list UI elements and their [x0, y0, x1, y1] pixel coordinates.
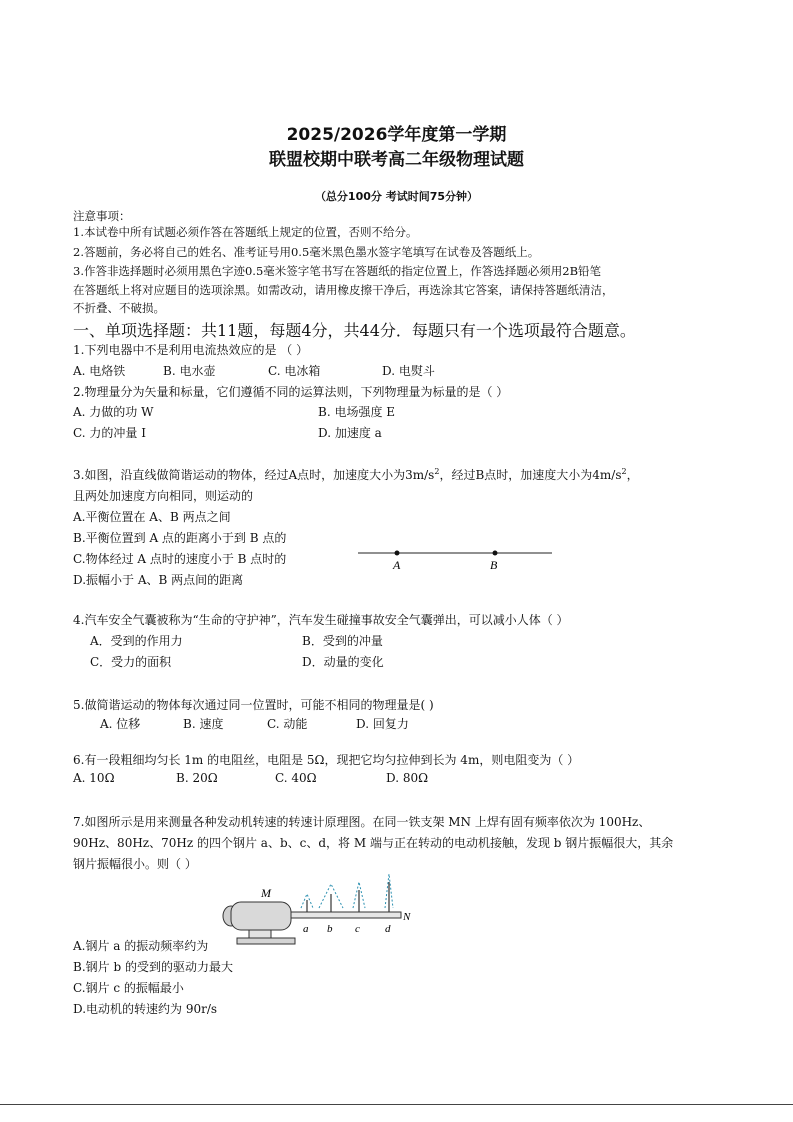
q4-option-a: A．受到的作用力 — [90, 634, 183, 648]
q1-option-b: B. 电水壶 — [163, 364, 216, 378]
q3-option-b: B.平衡位置到 A 点的距离小于到 B 点的 — [73, 531, 287, 545]
notice-item: 不折叠、不破损。 — [73, 301, 165, 315]
q4-option-c: C．受力的面积 — [90, 655, 172, 669]
q4-option-b: B．受到的冲量 — [302, 634, 383, 648]
label-c: c — [355, 923, 360, 935]
notice-heading: 注意事项： — [73, 209, 131, 223]
q7-option-b: B.钢片 b 的受到的驱动力最大 — [73, 960, 233, 974]
q5-option-d: D. 回复力 — [356, 717, 409, 731]
q7-stem-line: 钢片振幅很小。则（ ） — [73, 857, 197, 871]
q2-option-a: A. 力做的功 W — [73, 405, 154, 419]
q3-stem-part: ，经过B点时，加速度大小为4m/s — [439, 468, 622, 482]
motor-body — [231, 902, 291, 930]
q3-stem-line2: 且两处加速度方向相同，则运动的 — [73, 489, 254, 503]
label-d: d — [385, 923, 391, 935]
q1-option-d: D. 电熨斗 — [382, 364, 435, 378]
q6-option-c: C. 40Ω — [275, 771, 317, 785]
notice-item: 1.本试卷中所有试题必须作答在答题纸上规定的位置，否则不给分。 — [73, 225, 418, 239]
q3-superscript: 2 — [434, 467, 440, 476]
q7-tachometer-figure — [215, 872, 420, 950]
q3-figure — [355, 543, 555, 573]
q7-stem-line: 7.如图所示是用来测量各种发动机转速的转速计原理图。在同一铁支架 MN 上焊有固有频率依次为 100Hz、 — [73, 815, 651, 829]
q5-option-a: A. 位移 — [100, 717, 141, 731]
title-line-2: 联盟校期中联考高二年级物理试题 — [269, 150, 524, 170]
reed-vibration-marks — [301, 874, 393, 908]
q2-option-b: B. 电场强度 E — [318, 405, 396, 419]
label-a: a — [303, 923, 309, 935]
q3-superscript: 2 — [621, 467, 627, 476]
q3-stem — [73, 466, 639, 483]
q4-stem: 4.汽车安全气囊被称为“生命的守护神”，汽车发生碰撞事故安全气囊弹出，可以减小人体（ ） — [73, 613, 569, 627]
q5-option-b: B. 速度 — [183, 717, 224, 731]
notice-item: 在答题纸上将对应题目的选项涂黑。如需改动，请用橡皮擦干净后，再选涂其它答案，请保持答题纸清洁， — [73, 283, 614, 297]
q4-option-d: D．动量的变化 — [302, 655, 384, 669]
q3-point-a — [395, 551, 400, 556]
label-m: M — [261, 886, 271, 900]
motor-base — [237, 938, 295, 944]
q6-option-a: A. 10Ω — [73, 771, 115, 785]
q3-option-d: D.振幅小于 A、B 两点间的距离 — [73, 573, 244, 587]
q2-option-d: D. 加速度 a — [318, 426, 382, 440]
q7-option-c: C.钢片 c 的振幅最小 — [73, 981, 184, 995]
q1-option-a: A. 电烙铁 — [73, 364, 126, 378]
q5-stem: 5.做简谐运动的物体每次通过同一位置时，可能不相同的物理量是( ) — [73, 698, 434, 712]
q1-stem: 1.下列电器中不是利用电流热效应的是 （ ） — [73, 343, 309, 357]
score-time: （总分100分 考试时间75分钟） — [314, 190, 479, 203]
page-bottom-rule — [0, 1104, 793, 1105]
label-b: b — [327, 923, 333, 935]
q1-option-c: C. 电冰箱 — [268, 364, 321, 378]
section-title: 一、单项选择题：共11题，每题4分，共44分．每题只有一个选项最符合题意。 — [73, 321, 636, 340]
q3-stem-part: ， — [626, 468, 639, 482]
q3-option-c: C.物体经过 A 点时的速度小于 B 点时的 — [73, 552, 287, 566]
label-n: N — [403, 911, 411, 923]
q3-option-a: A.平衡位置在 A、B 两点之间 — [73, 510, 231, 524]
frame-mn — [291, 912, 401, 918]
notice-item: 3.作答非选择题时必须用黑色字迹0.5毫米签字笔书写在答题纸的指定位置上，作答选择题必须用2B铅笔 — [73, 264, 602, 278]
q7-option-a: A.钢片 a 的振动频率约为 — [73, 939, 209, 953]
q6-option-b: B. 20Ω — [176, 771, 218, 785]
q2-stem: 2.物理量分为矢量和标量，它们遵循不同的运算法则，下列物理量为标量的是（ ） — [73, 385, 509, 399]
q3-label-b: B — [490, 558, 498, 572]
title-line-1: 2025/2026学年度第一学期 — [286, 125, 507, 145]
q5-option-c: C. 动能 — [267, 717, 308, 731]
q3-label-a: A — [393, 558, 401, 572]
q3-stem-part: 3.如图，沿直线做简谐运动的物体，经过A点时，加速度大小为3m/s — [73, 468, 435, 482]
motor-mount — [249, 930, 271, 938]
q6-stem: 6.有一段粗细均匀长 1m 的电阻丝，电阻是 5Ω，现把它均匀拉伸到长为 4m，则电阻变为（ ） — [73, 753, 580, 767]
q2-option-c: C. 力的冲量 I — [73, 426, 146, 440]
notice-item: 2.答题前，务必将自己的姓名、准考证号用0.5毫米黑色墨水签字笔填写在试卷及答题纸上。 — [73, 245, 540, 259]
q7-option-d: D.电动机的转速约为 90r/s — [73, 1002, 218, 1016]
q7-stem-line: 90Hz、80Hz、70Hz 的四个钢片 a、b、c、d，将 M 端与正在转动的电动机接触，发现 b 钢片振幅很大，其余 — [73, 836, 674, 850]
q6-option-d: D. 80Ω — [386, 771, 429, 785]
q3-point-b — [493, 551, 498, 556]
